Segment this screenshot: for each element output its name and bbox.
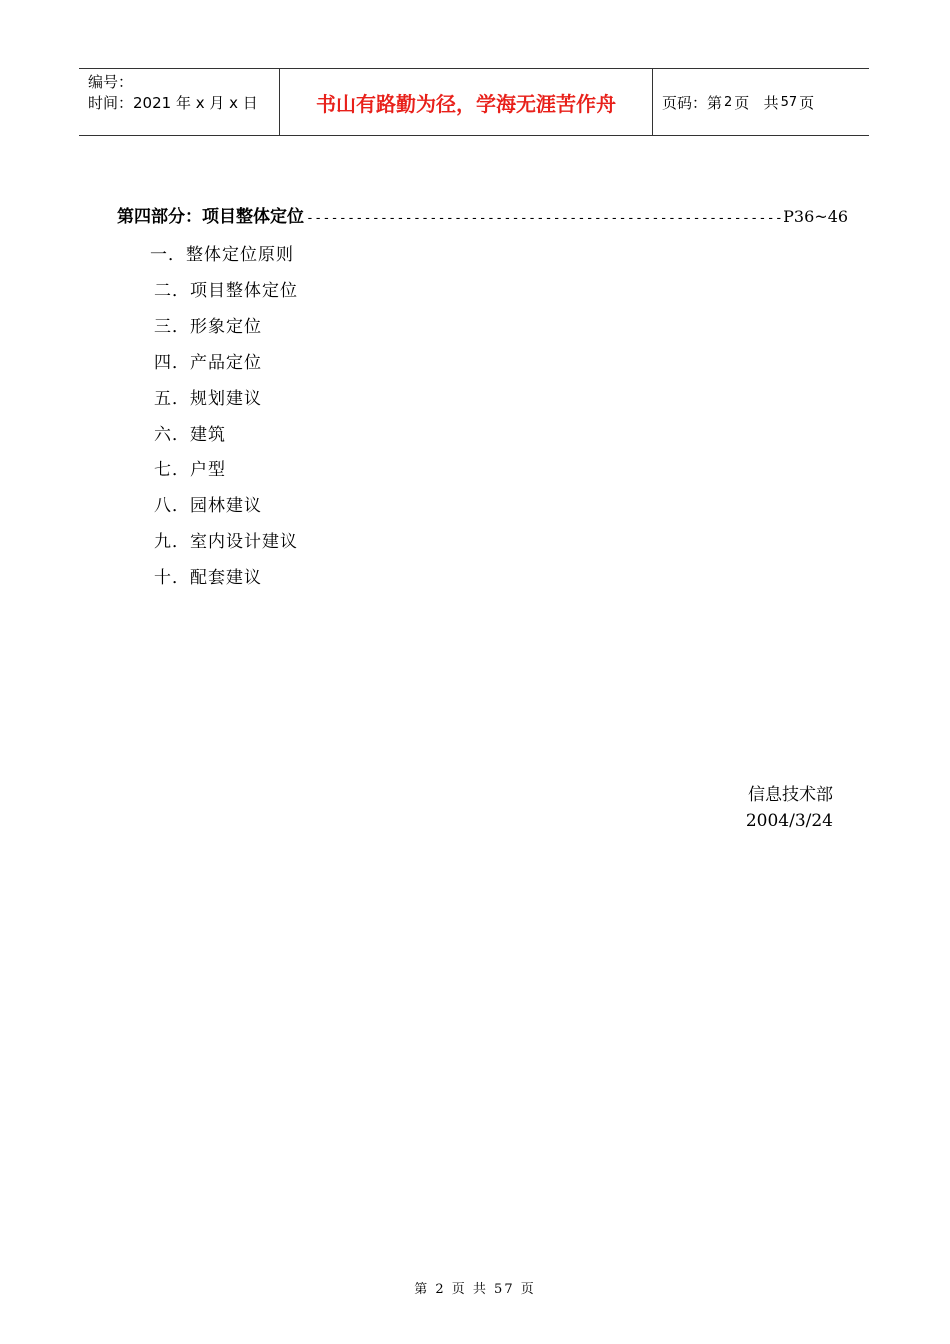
section-heading <box>117 202 848 227</box>
section-title: 第四部分：项目整体定位 <box>117 207 304 227</box>
page-label-suffix: 页 <box>799 93 815 112</box>
page-total: 57 <box>780 94 798 110</box>
toc-item: 十．配套建议 <box>154 568 262 588</box>
toc-item: 四．产品定位 <box>154 353 262 373</box>
header-motto-cell <box>280 69 653 135</box>
toc-item: 九．室内设计建议 <box>154 532 298 552</box>
page-label-prefix: 页码：第 <box>662 93 723 112</box>
signature-department: 信息技术部 <box>748 785 833 805</box>
signature-block <box>746 782 833 834</box>
page-current: 2 <box>724 94 733 110</box>
page-footer: 第 2 页 共 57 页 <box>414 1282 536 1297</box>
toc-item: 二．项目整体定位 <box>154 281 298 301</box>
toc-item: 七．户型 <box>154 460 226 480</box>
signature-date: 2004/3/24 <box>745 811 833 831</box>
page-header <box>79 68 869 136</box>
doc-time-label: 时间：2021 年 x 月 x 日 <box>88 94 258 112</box>
section-page-range: P36~46 <box>783 207 849 226</box>
toc-item: 八．园林建议 <box>154 496 262 516</box>
section-leader-dashes: ---------------------------------------------------------- <box>306 211 784 226</box>
doc-number-label: 编号： <box>88 73 134 91</box>
toc-item: 六．建筑 <box>154 425 226 445</box>
toc-item: 一．整体定位原则 <box>150 245 294 265</box>
header-motto: 书山有路勤为径，学海无涯苦作舟 <box>316 91 616 116</box>
toc-item: 五．规划建议 <box>154 389 262 409</box>
header-meta-cell <box>79 69 280 135</box>
header-page-cell <box>653 69 869 135</box>
page-label-mid: 页 共 <box>734 93 779 112</box>
toc-item: 三．形象定位 <box>154 317 262 337</box>
